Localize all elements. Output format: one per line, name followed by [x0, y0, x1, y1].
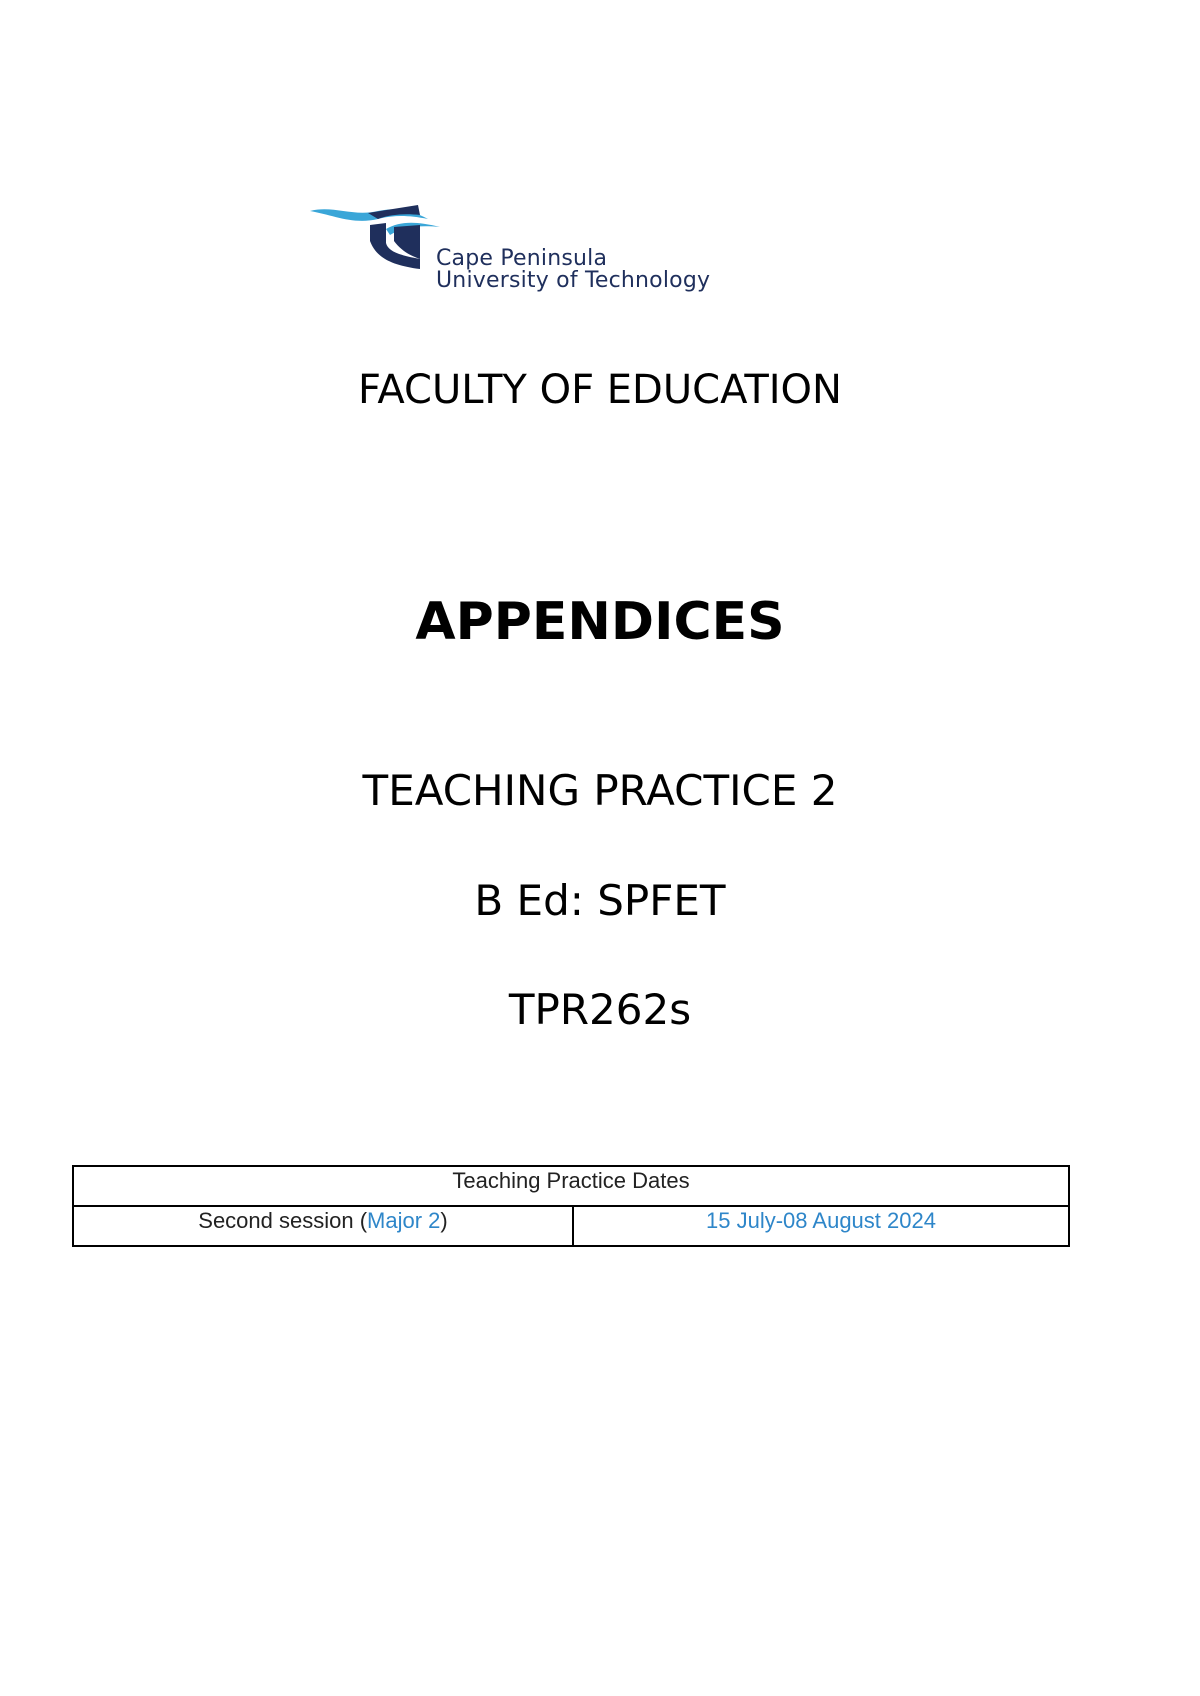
course-code: TPR262s	[508, 985, 692, 1034]
table-row	[73, 1206, 1069, 1246]
faculty-heading: FACULTY OF EDUCATION	[358, 367, 842, 413]
session-close: )	[440, 1208, 448, 1233]
logo-name-line2: University of Technology	[436, 268, 711, 293]
session-cell	[73, 1206, 573, 1246]
university-logo	[308, 203, 808, 303]
table-header-cell: Teaching Practice Dates	[73, 1166, 1069, 1206]
degree-label: B Ed: SPFET	[474, 876, 726, 925]
dates-cell: 15 July-08 August 2024	[573, 1206, 1069, 1246]
teaching-practice-dates-table	[72, 1165, 1070, 1247]
wave-emblem-icon	[308, 203, 448, 273]
course-title: TEACHING PRACTICE 2	[362, 766, 838, 815]
document-title: APPENDICES	[415, 592, 785, 652]
logo-name-line1: Cape Peninsula	[436, 246, 608, 271]
table-header-row	[73, 1166, 1069, 1206]
session-major: Major 2	[367, 1208, 441, 1233]
session-label: Second session (	[198, 1208, 368, 1233]
